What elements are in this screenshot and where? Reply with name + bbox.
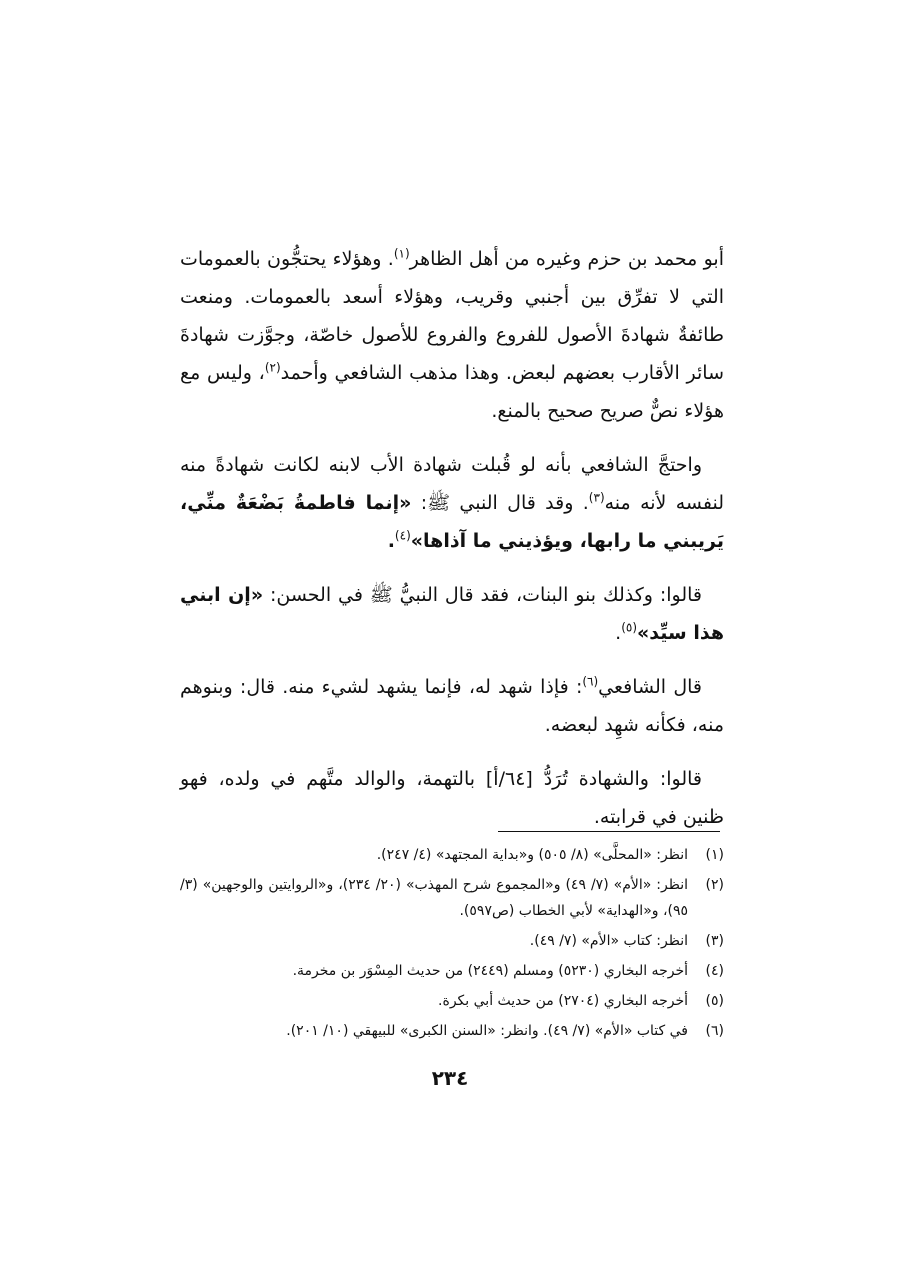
paragraph-4 — [180, 668, 724, 744]
footnote-number: (٤) — [705, 963, 724, 979]
paragraph-3-text-a: قالوا: وكذلك بنو البنات، فقد قال النبيُّ ﷺ في الحسن: — [263, 584, 702, 606]
paragraph-5-text: قالوا: والشهادة تُرَدُّ [٦٤/أ] بالتهمة، والوالد متَّهم في ولده، فهو ظنين في قرابته. — [180, 768, 724, 828]
footnotes — [180, 842, 724, 1048]
main-text — [180, 240, 724, 852]
footnote-text: أخرجه البخاري (٥٢٣٠) ومسلم (٢٤٤٩) من حديث المِسْوَر بن مخرمة. — [292, 963, 688, 979]
paragraph-5 — [180, 760, 724, 836]
footnote-ref-3: (٣) — [588, 490, 605, 505]
paragraph-2-text-a: واحتجَّ الشافعي بأنه لو قُبلت شهادة الأب لابنه لكانت شهادةً منه لنفسه لأنه منه — [180, 454, 725, 514]
footnote-1 — [180, 842, 724, 868]
paragraph-2 — [180, 446, 724, 560]
paragraph-4-text-b: : فإذا شهد له، فإنما يشهد لشيء منه. قال: وبنوهم منه، فكأنه شهِد لبعضه. — [180, 676, 724, 736]
footnote-text: انظر: «المحلَّى» (٨/ ٥٠٥) و«بداية المجتهد» (٤/ ٢٤٧). — [376, 847, 688, 863]
page-number: ٢٣٤ — [431, 1066, 469, 1090]
footnote-text: انظر: كتاب «الأم» (٧/ ٤٩). — [529, 933, 688, 949]
paragraph-1 — [180, 240, 724, 430]
paragraph-3 — [180, 576, 724, 652]
footnote-number: (٣) — [705, 933, 724, 949]
footnote-ref-1: (١) — [393, 246, 410, 261]
footnote-4 — [180, 958, 724, 984]
footnote-ref-2: (٢) — [264, 360, 281, 375]
paragraph-2-text-b: . وقد قال النبي ﷺ: — [411, 492, 589, 514]
footnote-number: (١) — [705, 847, 724, 863]
footnote-3 — [180, 928, 724, 954]
footnote-text: في كتاب «الأم» (٧/ ٤٩). وانظر: «السنن الكبرى» للبيهقي (١٠/ ٢٠١). — [286, 1023, 688, 1039]
footnote-text: انظر: «الأم» (٧/ ٤٩) و«المجموع شرح المهذب» (٢٠/ ٢٣٤)، و«الروايتين والوجهين» (٣/ ٩٥)، و«الهداية» لأبي الخطاب (ص٥٩٧). — [180, 877, 689, 919]
paragraph-1-text-b: . وهؤلاء يحتجُّون بالعمومات التي لا تفرِّق بين أجنبي وقريب، وهؤلاء أسعد بالعمومات. ومنعت طائفةٌ شهادةَ الأصول للفروع والفروع للأصول خاصّة، وجوَّزت شهادةَ سائر الأقارب بعضهم لبعض. وهذا مذهب الشافعي وأحمد — [180, 248, 725, 384]
paragraph-3-end: . — [615, 622, 622, 644]
footnote-divider — [498, 831, 720, 832]
footnote-text: أخرجه البخاري (٢٧٠٤) من حديث أبي بكرة. — [438, 993, 688, 1009]
hadith-quote-1: «إنما فاطمةُ بَضْعَةٌ منِّي، يَريبني ما رابها، ويؤذيني ما آذاها» — [180, 492, 724, 552]
footnote-ref-4: (٤) — [394, 528, 411, 543]
hadith-quote-2: «إن ابني هذا سيِّد» — [180, 584, 724, 644]
paragraph-1-text-c: ، وليس مع هؤلاء نصٌّ صريح صحيح بالمنع. — [180, 362, 724, 422]
footnote-number: (٥) — [705, 993, 724, 1009]
paragraph-1-text-a: أبو محمد بن حزم وغيره من أهل الظاهر — [409, 248, 725, 270]
footnote-number: (٦) — [705, 1023, 724, 1039]
footnote-ref-5: (٥) — [621, 620, 638, 635]
paragraph-4-text-a: قال الشافعي — [598, 676, 702, 698]
footnote-6 — [180, 1018, 724, 1044]
footnote-number: (٢) — [705, 877, 724, 893]
paragraph-2-end: . — [387, 530, 395, 552]
footnote-5 — [180, 988, 724, 1014]
footnote-2 — [180, 872, 724, 924]
footnote-ref-6: (٦) — [582, 674, 599, 689]
